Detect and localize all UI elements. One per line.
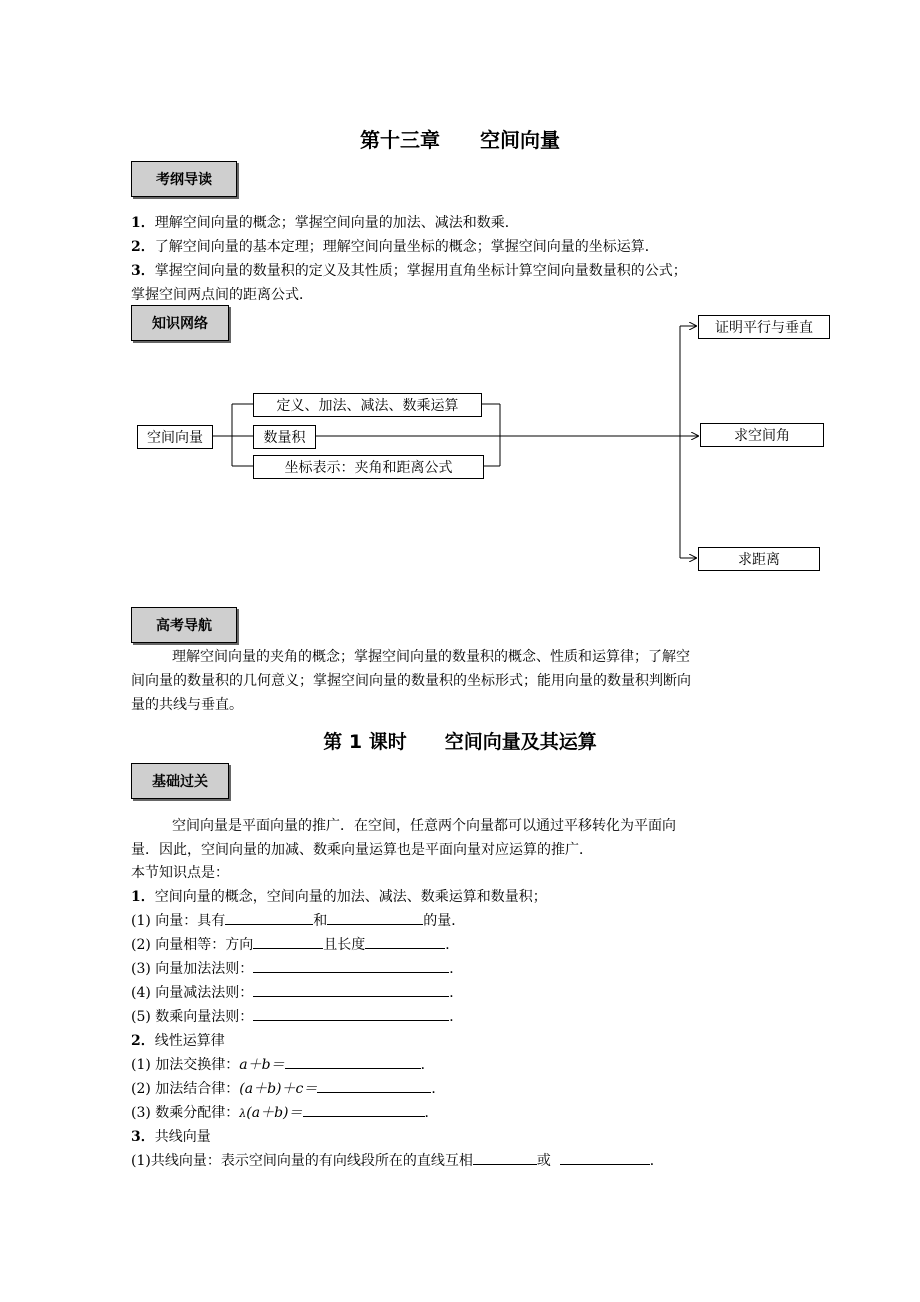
question-text: (3) 向量加法法则： [131, 961, 254, 977]
question-2 [131, 934, 459, 954]
exam-guide-line-1: 理解空间向量的夹角的概念；掌握空间向量的数量积的概念、性质和运算律；了解空 [172, 649, 690, 665]
item-number: 2． [131, 239, 155, 255]
basics-intro: 本节知识点是： [131, 865, 229, 881]
node-definition: 定义、加法、减法、数乘运算 [253, 393, 482, 417]
formula: (a＋b)＝ [246, 1105, 303, 1121]
item-text: 空间向量的概念，空间向量的加法、减法、数乘运算和数量积； [154, 889, 547, 905]
answer-blank[interactable] [365, 934, 445, 949]
item-number: 3． [131, 1129, 155, 1145]
question-text: (2) 向量相等：方向 [131, 937, 254, 953]
question-text: (5) 数乘向量法则： [131, 1009, 254, 1025]
answer-blank[interactable] [253, 958, 449, 973]
item-text: 掌握空间向量的数量积的定义及其性质；掌握用直角坐标计算空间向量数量积的公式； [154, 263, 687, 279]
question-text: ． [445, 937, 460, 953]
question-3 [131, 958, 463, 978]
outline-item-3-cont: 掌握空间两点间的距离公式． [131, 287, 313, 303]
question-text: 或 [536, 1153, 551, 1169]
node-distance: 求距离 [698, 547, 820, 571]
answer-blank[interactable] [317, 1078, 431, 1093]
answer-blank[interactable] [253, 1006, 449, 1021]
question-text: 且长度 [323, 937, 366, 953]
section-label-exam-guide: 高考导航 [131, 607, 237, 643]
knowledge-point-3 [131, 1126, 211, 1146]
section-label-network: 知识网络 [131, 305, 229, 341]
exam-guide-line-2: 间向量的数量积的几何意义；掌握空间向量的数量积的坐标形式；能用向量的数量积判断向 [131, 673, 691, 689]
outline-item-2 [131, 236, 659, 256]
rule-2 [131, 1078, 445, 1098]
rule-text: ． [424, 1105, 439, 1121]
item-text: 共线向量 [154, 1129, 211, 1145]
exam-guide-line-3: 量的共线与垂直。 [131, 697, 243, 713]
rule-1 [131, 1054, 435, 1074]
node-root: 空间向量 [137, 425, 213, 449]
node-coordinates: 坐标表示：夹角和距离公式 [253, 455, 484, 479]
question-text: 和 [313, 913, 328, 929]
item-text: 线性运算律 [154, 1033, 225, 1049]
answer-blank[interactable] [285, 1054, 421, 1069]
lesson-title: 第 1 课时 空间向量及其运算 [323, 731, 597, 753]
answer-blank[interactable] [253, 982, 449, 997]
chapter-title: 第十三章 空间向量 [360, 128, 560, 152]
basics-para-line-2: 量．因此，空间向量的加减、数乘向量运算也是平面向量对应运算的推广． [131, 842, 593, 858]
item-number: 1． [131, 889, 155, 905]
outline-item-3 [131, 260, 687, 280]
outline-item-1 [131, 212, 519, 232]
item-number: 3． [131, 263, 155, 279]
knowledge-point-2 [131, 1030, 225, 1050]
formula: a＋b＝ [239, 1057, 285, 1073]
question-1 [131, 910, 465, 930]
question-text: (1)共线向量：表示空间向量的有向线段所在的直线互相 [131, 1153, 473, 1169]
answer-blank[interactable] [327, 910, 423, 925]
question-4 [131, 982, 463, 1002]
formula: (a＋b)＋c＝ [239, 1081, 318, 1097]
answer-blank[interactable] [303, 1102, 425, 1117]
node-dot-product: 数量积 [253, 425, 316, 449]
basics-para-line-1: 空间向量是平面向量的推广．在空间，任意两个向量都可以通过平移转化为平面向 [172, 818, 676, 834]
section-label-outline: 考纲导读 [131, 161, 237, 197]
question-5 [131, 1006, 463, 1026]
section-label-basics: 基础过关 [131, 763, 229, 799]
rule-text: (3) 数乘分配律： [131, 1105, 240, 1121]
item-number: 2． [131, 1033, 155, 1049]
node-space-angle: 求空间角 [700, 423, 824, 447]
answer-blank[interactable] [253, 934, 323, 949]
item-text: 了解空间向量的基本定理；理解空间向量坐标的概念；掌握空间向量的坐标运算． [154, 239, 659, 255]
answer-blank[interactable] [473, 1150, 537, 1165]
question-text: ． [449, 985, 464, 1001]
question-collinear [131, 1150, 664, 1170]
knowledge-point-1 [131, 886, 547, 906]
question-text: ． [449, 1009, 464, 1025]
rule-text: (1) 加法交换律： [131, 1057, 240, 1073]
question-text: ． [449, 961, 464, 977]
answer-blank[interactable] [225, 910, 313, 925]
rule-text: (2) 加法结合律： [131, 1081, 240, 1097]
rule-text: ． [431, 1081, 446, 1097]
rule-text: ． [420, 1057, 435, 1073]
question-text: 的量． [423, 913, 466, 929]
lambda-symbol: λ [239, 1107, 247, 1120]
rule-3 [131, 1102, 439, 1122]
item-text: 理解空间向量的概念；掌握空间向量的加法、减法和数乘． [154, 215, 519, 231]
answer-blank[interactable] [560, 1150, 650, 1165]
node-parallel-perpendicular: 证明平行与垂直 [698, 315, 830, 339]
item-number: 1． [131, 215, 155, 231]
question-text: (1) 向量：具有 [131, 913, 226, 929]
question-text: ． [649, 1153, 664, 1169]
question-text: (4) 向量减法法则： [131, 985, 254, 1001]
